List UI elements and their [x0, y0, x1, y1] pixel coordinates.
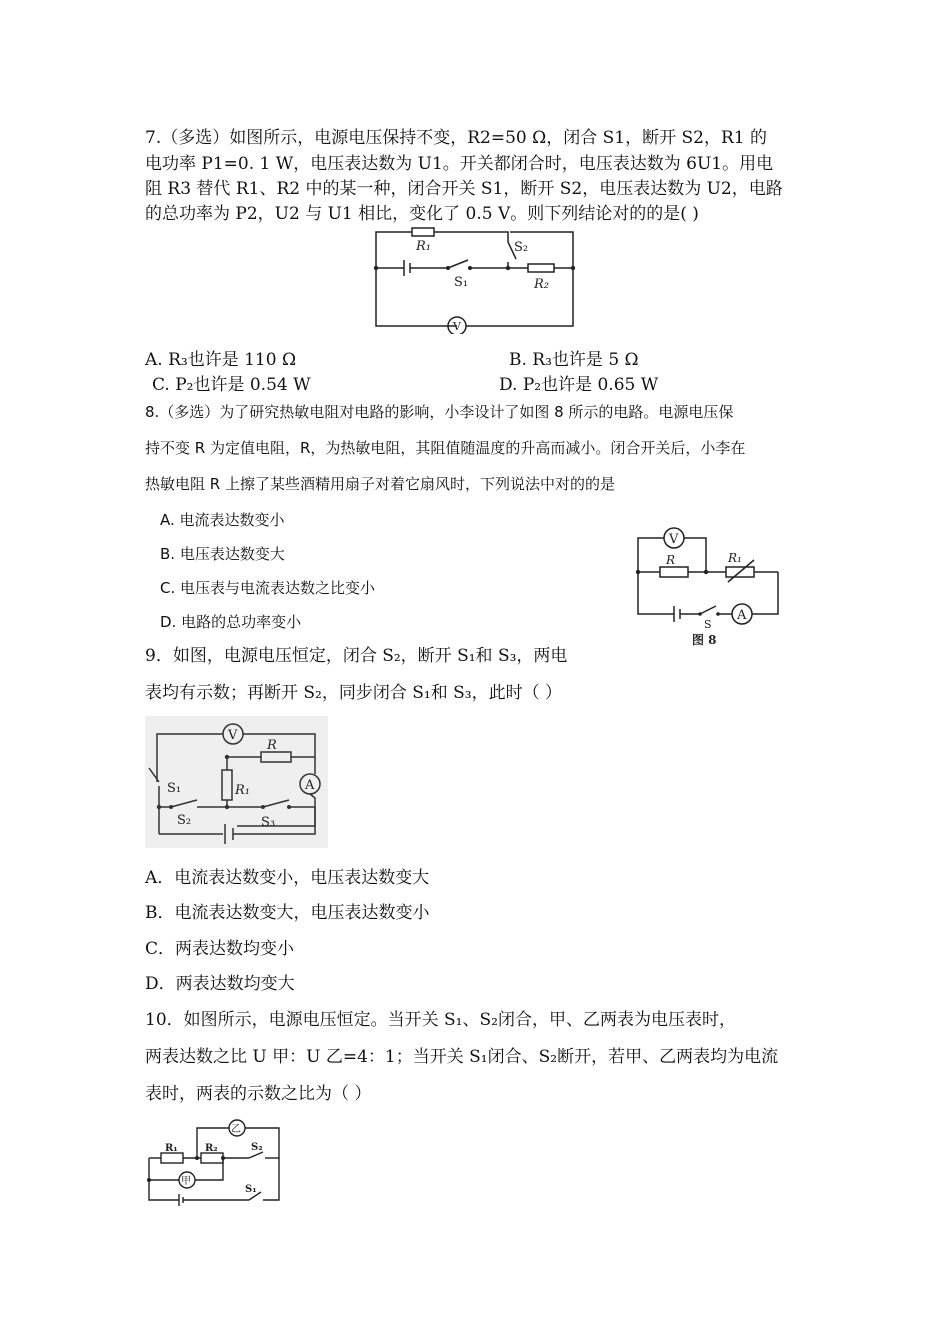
q10-fig-r2-label: R₂: [205, 1143, 218, 1154]
q8-line-1: 8.（多选）为了研究热敏电阻对电路的影响，小李设计了如图 8 所示的电路。电源电压保: [145, 403, 734, 421]
q9-line-2: 表均有示数；再断开 S₂，同步闭合 S₁和 S₃，此时（ ）: [145, 683, 562, 703]
q9-fig-ammeter-label: A: [305, 778, 315, 793]
q8-line-2: 持不变 R 为定值电阻，R，为热敏电阻，其阻值随温度的升高而减小。闭合开关后，小李在: [145, 439, 746, 457]
q9-option-c: C．两表达数均变小: [145, 939, 295, 959]
q10-circuit-figure: [145, 1118, 285, 1206]
q9-fig-r1-label: R₁: [235, 783, 250, 798]
q7-line-1: 7.（多选）如图所示，电源电压保持不变，R2=50 Ω，闭合 S1，断开 S2，R1 的: [145, 128, 767, 148]
q9-option-b: B．电流表达数变大，电压表达数变小: [145, 903, 430, 923]
q7-option-a: A. R₃也许是 110 Ω: [145, 350, 297, 370]
q7-line-3: 阻 R3 替代 R1、R2 中的某一种，闭合开关 S1，断开 S2，电压表达数为 U2，电路: [145, 179, 783, 199]
q10-line-3: 表时，两表的示数之比为（ ）: [145, 1084, 372, 1104]
q7-fig-voltmeter-label: V: [453, 320, 461, 333]
q7-fig-r2-label: R₂: [534, 277, 549, 292]
q8-fig-ammeter-label: A: [737, 608, 747, 623]
q8-fig-r1-label: R₁: [728, 551, 742, 565]
q9-fig-s1-label: S₁: [167, 781, 182, 796]
q8-option-c: C. 电压表与电流表达数之比变小: [160, 579, 376, 597]
q9-fig-s3-label: S₃: [261, 815, 276, 830]
q9-option-d: D．两表达数均变大: [145, 974, 295, 994]
q9-fig-s2-label: S₂: [177, 813, 192, 828]
q9-line-1: 9．如图，电源电压恒定，闭合 S₂，断开 S₁和 S₃，两电: [145, 646, 568, 666]
q10-line-1: 10．如图所示，电源电压恒定。当开关 S₁、S₂闭合，甲、乙两表为电压表时，: [145, 1010, 736, 1030]
q8-fig-r-label: R: [666, 553, 676, 567]
q7-option-d: D. P₂也许是 0.65 W: [499, 375, 659, 395]
q10-fig-jia-meter-label: 甲: [181, 1176, 191, 1187]
q8-option-d: D. 电路的总功率变小: [160, 613, 302, 631]
q7-option-b: B. R₃也许是 5 Ω: [509, 350, 639, 370]
q8-fig-caption: 图 8: [692, 633, 717, 647]
q7-fig-s2-label: S₂: [514, 240, 529, 255]
q8-circuit-figure: [630, 524, 785, 648]
q10-line-2: 两表达数之比 U 甲：U 乙=4：1；当开关 S₁闭合、S₂断开，若甲、乙两表均为电流: [145, 1047, 779, 1067]
q7-circuit-figure: [360, 226, 585, 334]
q7-fig-r1-label: R₁: [416, 239, 431, 254]
q10-fig-yi-meter-label: 乙: [231, 1124, 241, 1135]
q8-fig-voltmeter-label: V: [669, 532, 679, 547]
q9-circuit-figure: [145, 716, 328, 848]
q7-line-2: 电功率 P1=0. 1 W，电压表达数为 U1。开关都闭合时，电压表达数为 6U1。用电: [145, 154, 774, 174]
q10-fig-r1-label: R₁: [165, 1143, 178, 1154]
q8-line-3: 热敏电阻 R 上擦了某些酒精用扇子对着它扇风时，下列说法中对的的是: [145, 475, 615, 493]
q7-line-4: 的总功率为 P2，U2 与 U1 相比，变化了 0.5 V。则下列结论对的的是( ): [145, 204, 699, 224]
q10-fig-s1-label: S₁: [245, 1184, 257, 1195]
q7-fig-s1-label: S₁: [454, 275, 469, 290]
q9-option-a: A．电流表达数变小，电压表达数变大: [145, 868, 430, 888]
q8-fig-s-label: S: [704, 618, 712, 631]
q9-fig-voltmeter-label: V: [228, 728, 238, 743]
q8-option-a: A. 电流表达数变小: [160, 511, 285, 529]
q7-option-c: C. P₂也许是 0.54 W: [152, 375, 311, 395]
q8-option-b: B. 电压表达数变大: [160, 545, 285, 563]
q9-fig-r-label: R: [267, 738, 277, 753]
q10-fig-s2-label: S₂: [251, 1142, 263, 1153]
